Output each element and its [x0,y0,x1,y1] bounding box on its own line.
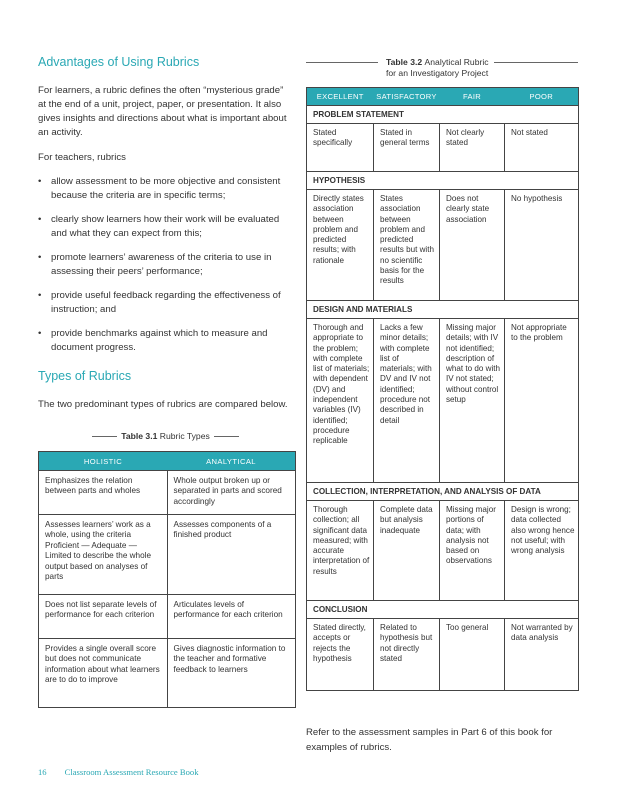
left-column [38,55,290,412]
table-cell: Assesses components of a finished product [167,515,296,595]
advantages-list [38,175,290,355]
types-paragraph: The two predominant types of rubrics are compared below. [38,399,288,410]
list-item-text: provide benchmarks against which to measure and document progress. [51,328,268,353]
table-cell: Directly states association between problem and predicted results; with rationale [313,194,364,265]
page-footer [38,767,199,777]
table-cell: Stated specifically [313,128,353,148]
page-number: 16 [38,767,47,777]
table-cell: Related to hypothesis but not directly stated [374,619,440,691]
table-cell: Provides a single overall score but does not communicate information about what learners are to do to improve [39,639,168,708]
table-cell: No hypothesis [505,190,579,301]
advantages-heading: Advantages of Using Rubrics [38,55,200,69]
column-header-holistic: HOLISTIC [39,452,168,471]
table-cell: Articulates levels of performance for each criterion [167,595,296,639]
analytical-rubric-table [306,87,579,691]
table-row [307,619,579,691]
rubric-types-table [38,451,296,708]
book-title: Classroom Assessment Resource Book [64,767,199,777]
table-cell: Missing major portions of data; with analysis not based on observations [440,501,505,601]
table-cell: Stated directly, accepts or rejects the hypothesis [313,623,366,663]
table-cell: Whole output broken up or separated in parts and scored accordingly [167,471,296,515]
table-cell: Emphasizes the relation between parts and wholes [39,471,168,515]
table-cell: Thorough collection; all significant data measured; with accurate interpretation of results [313,505,370,576]
caption-rule [214,436,239,437]
list-item-text: provide useful feedback regarding the effectiveness of instruction; and [51,290,281,315]
list-item [38,213,290,241]
bullet-icon: • [38,176,42,187]
table-cell: Gives diagnostic information to the teacher and formative feedback to learners [167,639,296,708]
table-cell: Too general [440,619,505,691]
types-heading: Types of Rubrics [38,369,132,383]
table1-title: Rubric Types [159,431,210,441]
list-item [38,327,290,355]
caption-rule [306,62,378,63]
table-row [307,319,579,483]
table1-number: Table 3.1 [121,431,158,441]
bullet-icon: • [38,290,42,301]
table-row [307,124,579,172]
bullet-icon: • [38,328,42,339]
refer-note: Refer to the assessment samples in Part 6 of this book for examples of rubrics. [306,727,553,753]
table-cell: Design is wrong; data collected also wrong hence not useful; with wrong analysis [505,501,579,601]
column-header-excellent: EXCELLENT [307,88,374,106]
table-cell: Does not clearly state association [440,190,505,301]
table-cell: Not warranted by data analysis [505,619,579,691]
caption-rule [494,62,578,63]
list-item [38,251,290,279]
section-collection-interpretation-analysis: COLLECTION, INTERPRETATION, AND ANALYSIS OF DATA [307,483,579,501]
list-item-text: allow assessment to be more objective and consistent because the criteria are in specific terms; [51,176,281,201]
table-row [39,515,296,595]
table-row [39,595,296,639]
table-cell: States association between problem and predicted results but with no scientific basis for the results [374,190,440,301]
bullet-icon: • [38,214,42,225]
table-row [307,501,579,601]
table2-title-line2: for an Investigatory Project [386,68,489,78]
section-hypothesis: HYPOTHESIS [307,172,579,190]
table-cell: Not appropriate to the problem [505,319,579,483]
table-row [39,639,296,708]
table2-title-line1: Analytical Rubric [424,57,489,67]
column-header-analytical: ANALYTICAL [167,452,296,471]
table-cell: Stated in general terms [374,124,440,172]
table-cell: Assesses learners’ work as a whole, using the criteria Proficient — Adequate — Limited to describe the whole output based on analyses of parts [39,515,168,595]
table-cell: Complete data but analysis inadequate [374,501,440,601]
section-design-and-materials: DESIGN AND MATERIALS [307,301,579,319]
table-cell: Missing major details; with IV not identified; description of what to do with IV not stated; without control setup [440,319,505,483]
section-conclusion: CONCLUSION [307,601,579,619]
list-item-text: clearly show learners how their work will be evaluated and what they can expect from this; [51,214,280,239]
caption-rule [92,436,117,437]
table-cell: Not stated [505,124,579,172]
bullet-icon: • [38,252,42,263]
column-header-fair: FAIR [440,88,505,106]
table-row [307,190,579,301]
table1-caption [92,431,239,441]
table-cell: Lacks a few minor details; with complete list of materials; with DV and IV not identified; procedure not described in detail [374,319,440,483]
teachers-intro: For teachers, rubrics [38,152,126,163]
table2-number: Table 3.2 [386,57,423,67]
column-header-poor: POOR [505,88,579,106]
list-item [38,289,290,317]
table-cell: Does not list separate levels of performance for each criterion [39,595,168,639]
section-problem-statement: PROBLEM STATEMENT [307,106,579,124]
list-item [38,175,290,203]
list-item-text: promote learners’ awareness of the criteria to use in assessing their peers’ performance; [51,252,272,277]
advantages-paragraph: For learners, a rubric defines the often “mysterious grade” at the end of a unit, project, paper, or presentation. It also gives insights and directions about what is important about an activity. [38,85,287,138]
table-cell: Not clearly stated [440,124,505,172]
table-row [39,471,296,515]
table-cell: Thorough and appropriate to the problem; with complete list of materials; with dependent (DV) and independent variables (IV) identified; procedure replicable [313,323,370,446]
column-header-satisfactory: SATISFACTORY [374,88,440,106]
